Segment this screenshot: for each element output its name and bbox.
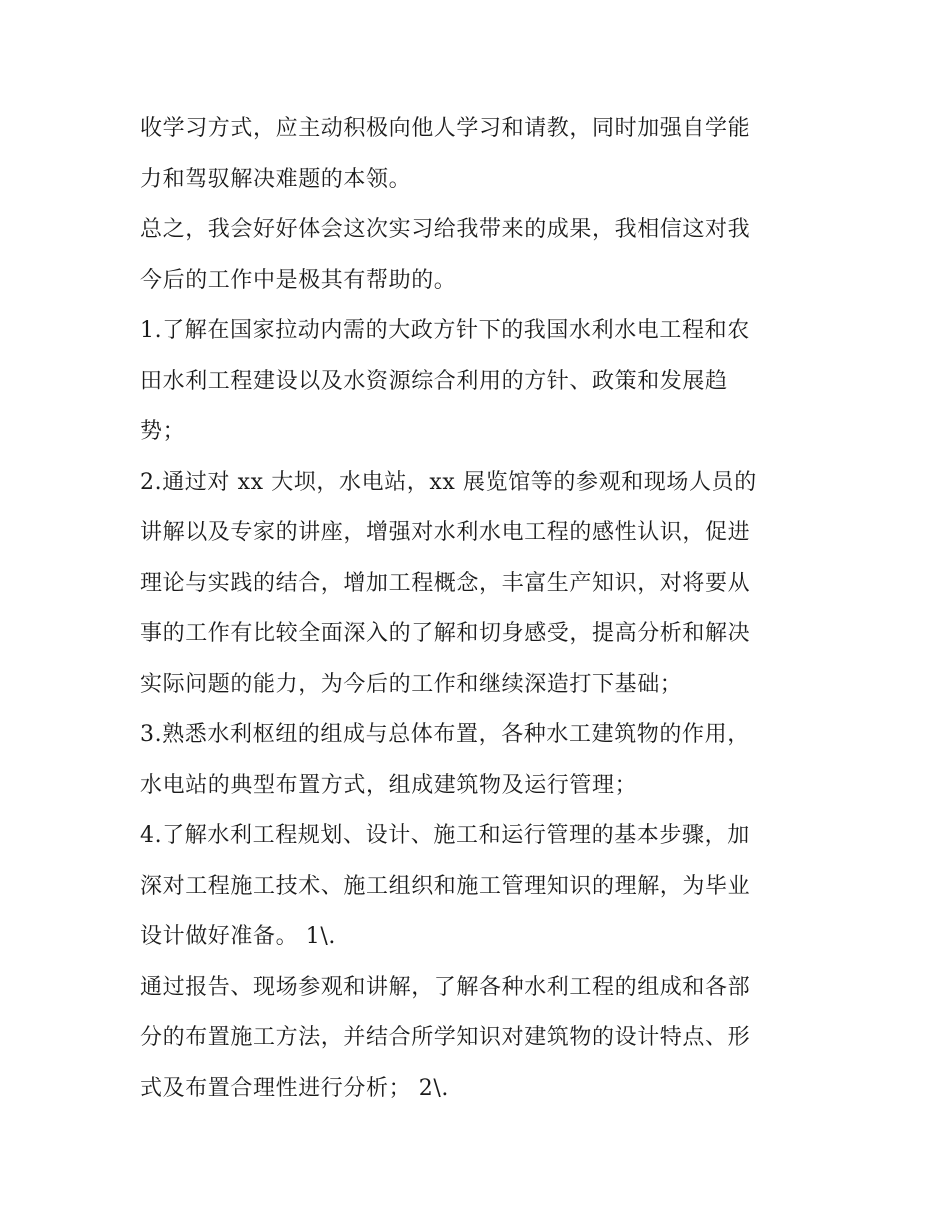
text-line: 事的工作有比较全面深入的了解和切身感受，提高分析和解决 xyxy=(140,621,751,646)
text-line: 水电站的典型布置方式，组成建筑物及运行管理； xyxy=(140,772,638,798)
text-line: 总之，我会好好体会这次实习给我带来的成果，我相信这对我 xyxy=(140,217,751,242)
text-line: 分的布置施工方法，并结合所学知识对建筑物的设计特点、形 xyxy=(140,1025,751,1050)
text-line: 讲解以及专家的讲座，增强对水利水电工程的感性认识，促进 xyxy=(140,520,751,545)
text-line: 力和驾驭解决难题的本领。 xyxy=(140,166,412,192)
text-line: 今后的工作中是极其有帮助的。 xyxy=(140,267,457,293)
text-line: 4.了解水利工程规划、设计、施工和运行管理的基本步骤，加 xyxy=(140,823,750,848)
text-line: 3.熟悉水利枢纽的组成与总体布置，各种水工建筑物的作用， xyxy=(140,722,750,747)
text-line: 实际问题的能力，为今后的工作和继续深造打下基础； xyxy=(140,671,683,697)
text-line: 式及布置合理性进行分析； 2\. xyxy=(140,1075,449,1101)
text-line: 2.通过对 xx 大坝，水电站，xx 展览馆等的参观和现场人员的 xyxy=(140,469,757,495)
body-text xyxy=(140,104,820,1114)
text-line: 势； xyxy=(140,419,186,444)
text-line: 理论与实践的结合，增加工程概念，丰富生产知识，对将要从 xyxy=(140,570,751,596)
text-line: 田水利工程建设以及水资源综合利用的方针、政策和发展趋 xyxy=(140,368,728,394)
text-line: 收学习方式，应主动积极向他人学习和请教，同时加强自学能 xyxy=(140,116,751,141)
text-line: 设计做好准备。 1\. xyxy=(140,924,336,949)
text-line: 深对工程施工技术、施工组织和施工管理知识的理解，为毕业 xyxy=(140,873,751,899)
text-line: 通过报告、现场参观和讲解，了解各种水利工程的组成和各部 xyxy=(140,974,751,1000)
text-line: 1.了解在国家拉动内需的大政方针下的我国水利水电工程和农 xyxy=(140,318,750,343)
